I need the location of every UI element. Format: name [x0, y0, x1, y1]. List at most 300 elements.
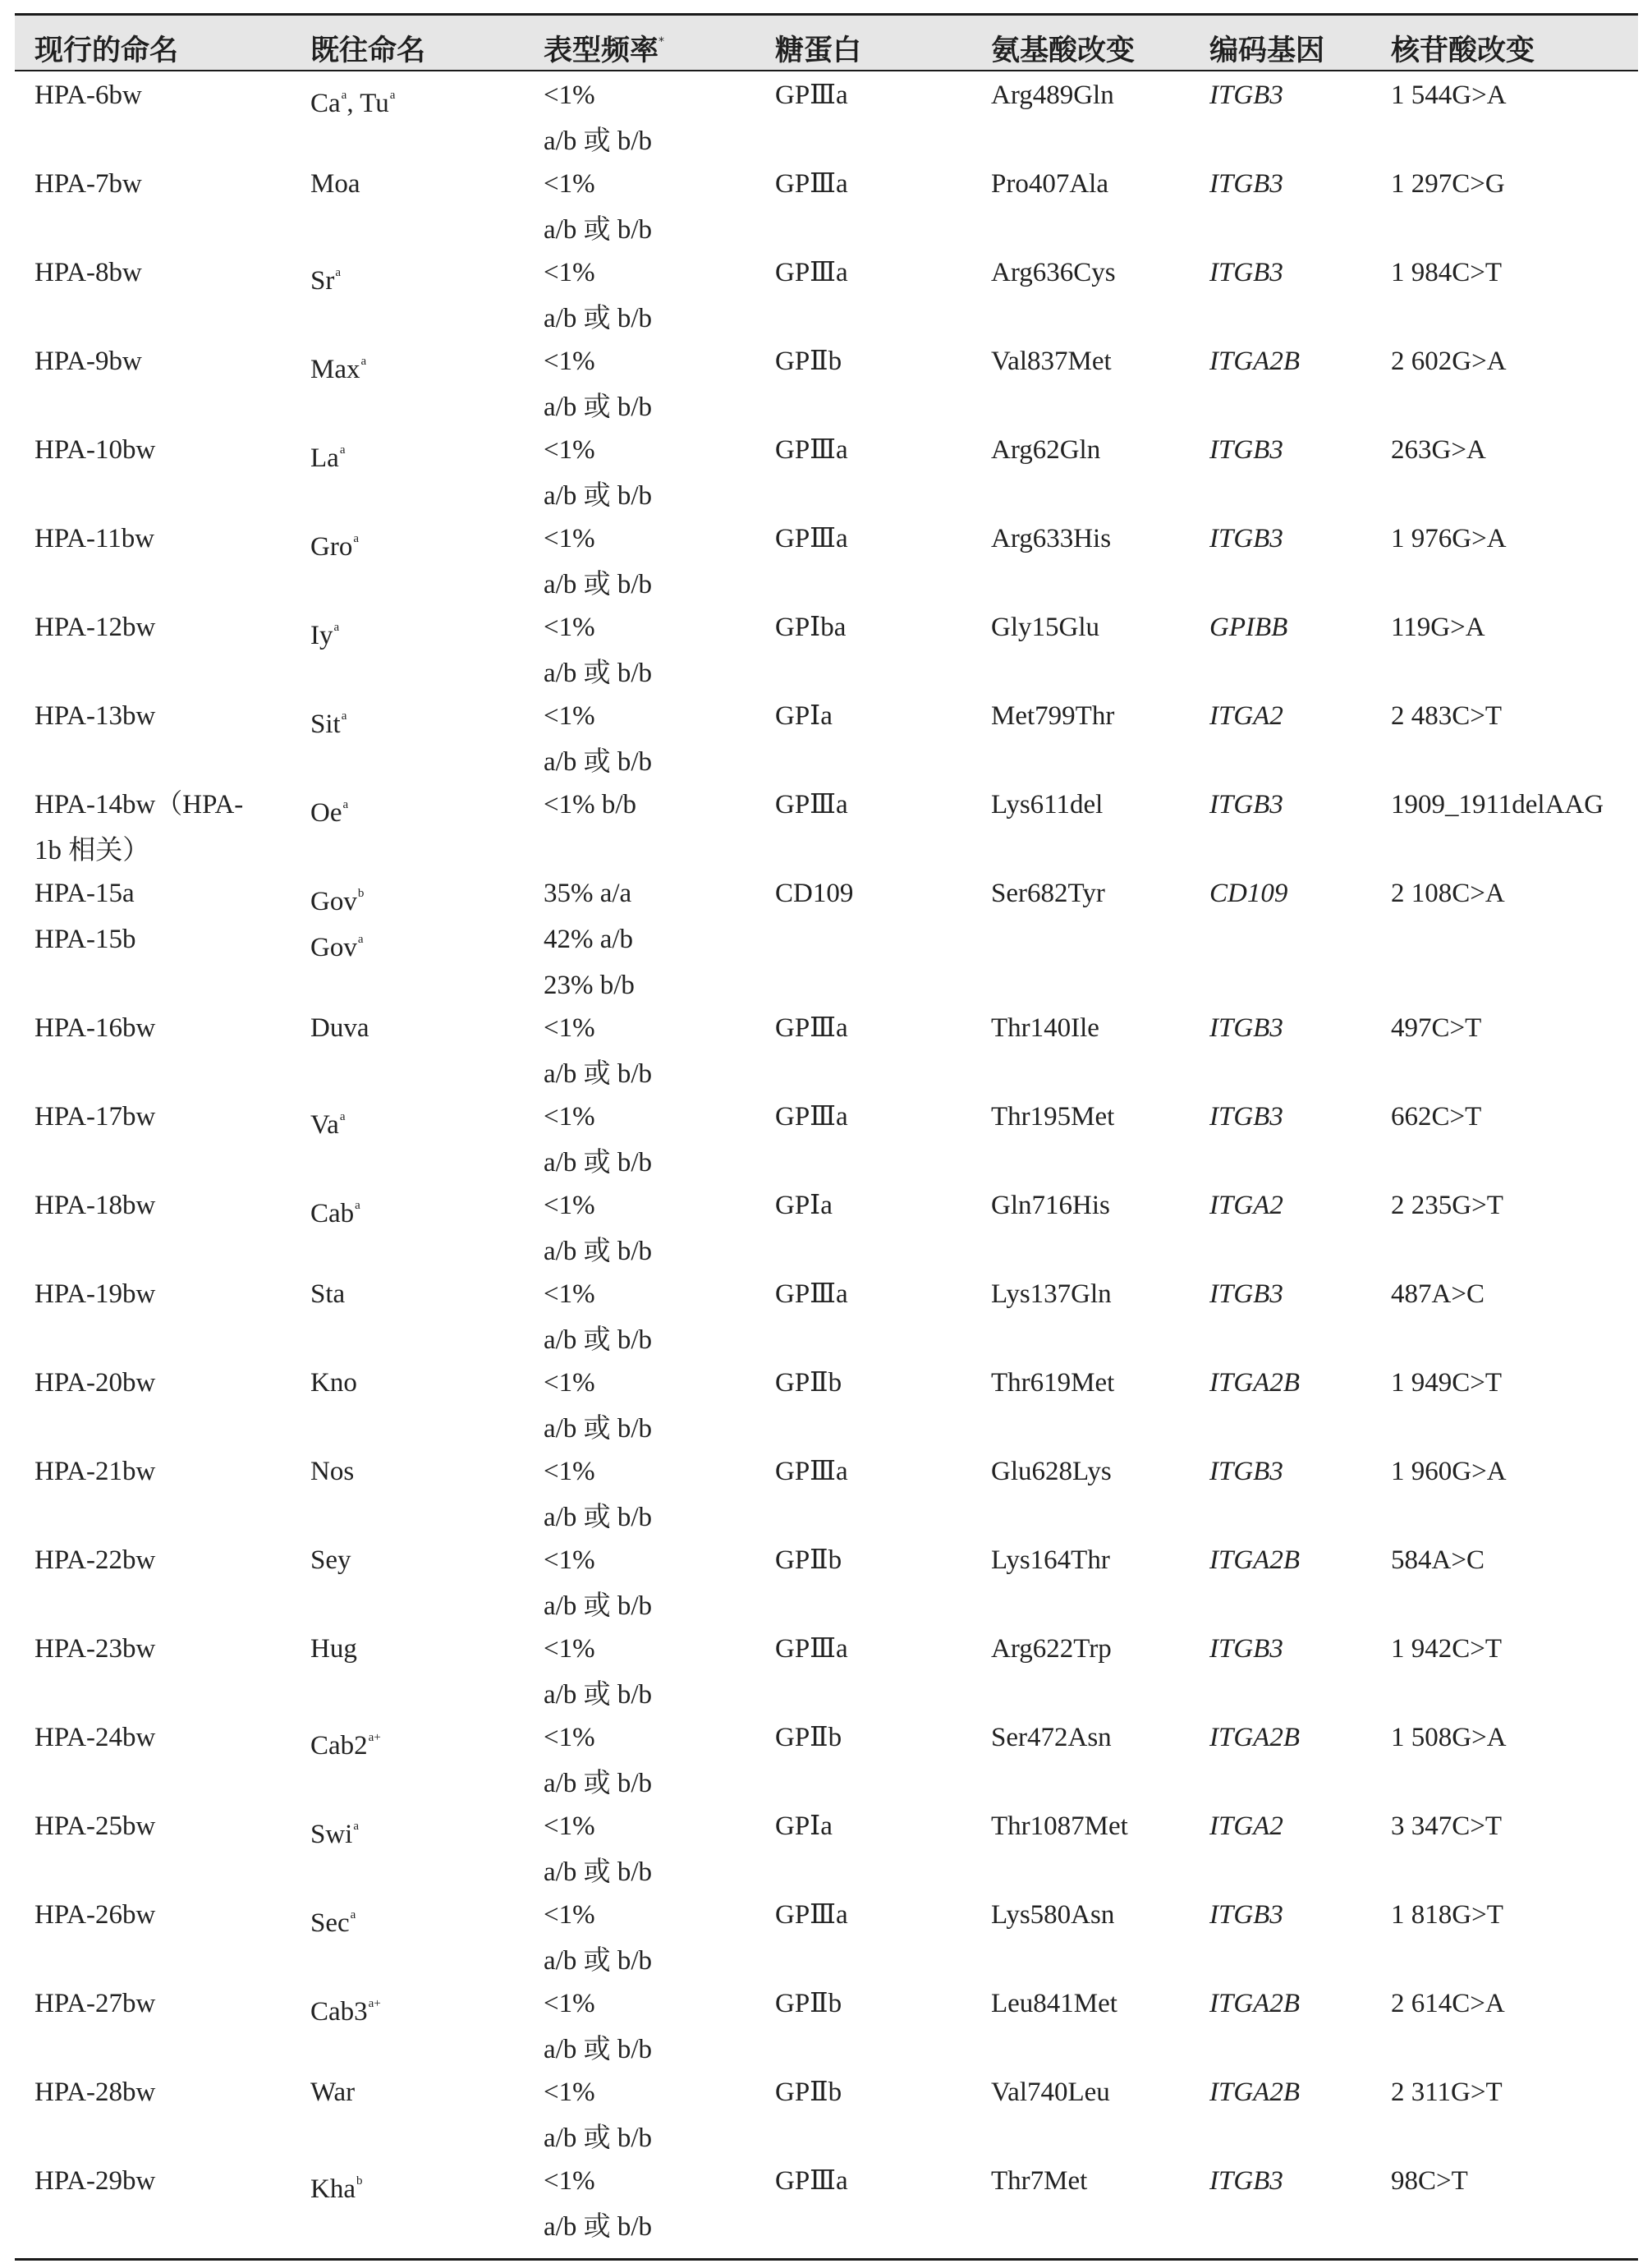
previous-name-text: Oe: [310, 798, 342, 828]
previous-name-cell-text: [310, 1182, 360, 1228]
nucleotide-cell-text: 1 960G>A: [1391, 1457, 1507, 1486]
previous-name-text: Ca: [310, 89, 341, 118]
frequency-cell-text: a/b 或 b/b: [544, 393, 652, 422]
previous-name-text: Duva: [310, 1013, 369, 1043]
previous-name-cell-text: [310, 1626, 357, 1672]
amino-acid-cell: [991, 1094, 1114, 1140]
current-name-cell: [34, 1626, 155, 1672]
previous-name-cell-text: [310, 1094, 346, 1140]
current-name-cell-text: HPA-7bw: [34, 169, 142, 199]
nucleotide-cell-text: 1 818G>T: [1391, 1900, 1503, 1930]
frequency-cell-text: a/b 或 b/b: [544, 1503, 652, 1532]
gene-cell: [1209, 2158, 1283, 2204]
previous-name-text: Swi: [310, 1820, 353, 1849]
frequency-cell-text: <1%: [544, 1811, 595, 1841]
glycoprotein-cell-text: GPⅡb: [775, 2077, 842, 2107]
header-amino-acid-change: 氨基酸改变: [991, 34, 1136, 67]
glycoprotein-cell: [775, 427, 848, 473]
previous-name-cell: [310, 782, 348, 828]
frequency-cell-text: 42% a/b: [544, 925, 634, 954]
gene-cell-text: ITGB3: [1209, 1457, 1283, 1486]
nucleotide-cell: [1391, 1537, 1485, 1583]
previous-name-text: Cab: [310, 1199, 355, 1228]
frequency-cell-text: a/b 或 b/b: [544, 1857, 652, 1887]
amino-acid-cell-text: Lys580Asn: [991, 1900, 1115, 1930]
current-name-cell-text: HPA-27bw: [34, 1989, 156, 2018]
gene-cell: [1209, 782, 1283, 828]
gene-cell: [1209, 516, 1283, 562]
nucleotide-cell: [1391, 1271, 1485, 1317]
previous-name-text: Gov: [310, 933, 357, 962]
glycoprotein-cell-text: GPⅡb: [775, 1723, 842, 1752]
previous-name-text: Iy: [310, 621, 333, 650]
glycoprotein-cell-text: GPⅠa: [775, 1811, 833, 1841]
current-name-cell: [34, 1537, 155, 1583]
header-footnote-mark: *: [659, 35, 665, 48]
amino-acid-cell: [991, 1892, 1114, 1938]
frequency-cell-text: <1%: [544, 2166, 595, 2196]
previous-name-cell: [310, 1537, 351, 1583]
frequency-cell: [544, 870, 631, 916]
frequency-cell-text: <1%: [544, 701, 595, 731]
previous-name-text: La: [310, 443, 339, 473]
glycoprotein-cell-text: GPⅡb: [775, 1989, 842, 2018]
gene-cell-text: ITGA2B: [1209, 1723, 1300, 1752]
current-name-cell-text: HPA-11bw: [34, 524, 155, 553]
previous-name-text: Sec: [310, 1908, 350, 1938]
frequency-cell-text: <1%: [544, 524, 595, 553]
glycoprotein-cell-text: GPⅡb: [775, 1545, 842, 1575]
previous-name-cell-text: [310, 604, 339, 650]
frequency-cell: [544, 1803, 652, 1895]
frequency-cell-text: <1%: [544, 258, 595, 287]
frequency-cell: [544, 1981, 652, 2073]
nucleotide-cell: [1391, 604, 1485, 650]
frequency-cell-text: a/b 或 b/b: [544, 2212, 652, 2242]
gene-cell: [1209, 1892, 1283, 1938]
previous-name-cell-text: [310, 2069, 355, 2115]
gene-cell-text: ITGB3: [1209, 1279, 1283, 1309]
nucleotide-cell: [1391, 1094, 1481, 1140]
previous-name-cell-text: [310, 1360, 357, 1406]
previous-name-text: Gov: [310, 887, 357, 916]
amino-acid-cell-text: Lys164Thr: [991, 1545, 1110, 1575]
table-bottom-rule: [15, 2258, 1638, 2261]
glycoprotein-cell-text: GPⅠa: [775, 701, 833, 731]
amino-acid-cell-text: Lys611del: [991, 790, 1104, 820]
current-name-cell-text: HPA-24bw: [34, 1723, 156, 1752]
previous-name-cell-text: [310, 1537, 351, 1583]
nucleotide-cell-text: 1 942C>T: [1391, 1634, 1503, 1664]
current-name-cell-text: HPA-20bw: [34, 1368, 156, 1398]
amino-acid-cell-text: Thr140Ile: [991, 1013, 1099, 1043]
current-name-cell: [34, 1271, 155, 1317]
gene-cell-text: ITGA2: [1209, 1811, 1283, 1841]
glycoprotein-cell-text: GPⅢa: [775, 1102, 848, 1132]
footnote-mark: a: [339, 1110, 346, 1123]
current-name-cell: [34, 1448, 155, 1494]
gene-cell-text: ITGB3: [1209, 258, 1283, 287]
nucleotide-cell-text: 2 108C>A: [1391, 879, 1505, 908]
amino-acid-cell-text: Arg62Gln: [991, 435, 1101, 465]
nucleotide-cell: [1391, 1005, 1481, 1051]
current-name-cell: [34, 1715, 155, 1761]
frequency-cell-text: a/b 或 b/b: [544, 1680, 652, 1710]
current-name-cell-text: HPA-25bw: [34, 1811, 156, 1841]
footnote-mark: a: [389, 89, 396, 102]
gene-cell-text: ITGA2B: [1209, 347, 1300, 376]
frequency-cell-text: <1%: [544, 1634, 595, 1664]
previous-name-cell: [310, 1182, 360, 1228]
amino-acid-cell: [991, 1981, 1117, 2027]
frequency-cell: [544, 250, 652, 342]
current-name-cell: [34, 1182, 155, 1228]
frequency-cell: [544, 516, 652, 608]
glycoprotein-cell: [775, 72, 848, 118]
glycoprotein-cell: [775, 1094, 848, 1140]
current-name-cell-text: HPA-13bw: [34, 701, 156, 731]
glycoprotein-cell: [775, 1360, 842, 1406]
previous-name-cell: [310, 1892, 356, 1938]
glycoprotein-cell: [775, 250, 848, 296]
frequency-cell-text: <1%: [544, 1723, 595, 1752]
glycoprotein-cell: [775, 161, 848, 207]
previous-name-cell: [310, 516, 359, 562]
current-name-cell-text: 1b 相关）: [34, 836, 150, 865]
amino-acid-cell: [991, 427, 1100, 473]
current-name-cell-text: HPA-29bw: [34, 2166, 156, 2196]
current-name-cell: [34, 1803, 155, 1849]
amino-acid-cell: [991, 1626, 1112, 1672]
nucleotide-cell-text: 1 976G>A: [1391, 524, 1507, 553]
gene-cell: [1209, 1715, 1300, 1761]
amino-acid-cell-text: Arg636Cys: [991, 258, 1116, 287]
previous-name-cell: [310, 604, 339, 650]
gene-cell: [1209, 1360, 1300, 1406]
frequency-cell-text: <1%: [544, 1368, 595, 1398]
previous-name-cell: [310, 916, 364, 962]
gene-cell-text: ITGB3: [1209, 1102, 1283, 1132]
frequency-cell-text: a/b 或 b/b: [544, 570, 652, 599]
nucleotide-cell: [1391, 1448, 1507, 1494]
previous-name-text: Moa: [310, 169, 360, 199]
gene-cell-text: ITGA2B: [1209, 2077, 1300, 2107]
frequency-cell: [544, 1537, 652, 1629]
amino-acid-cell-text: Thr619Met: [991, 1368, 1115, 1398]
current-name-cell-text: HPA-15a: [34, 879, 135, 908]
current-name-cell: [34, 916, 135, 962]
glycoprotein-cell-text: GPⅢa: [775, 80, 848, 110]
glycoprotein-cell: [775, 1715, 842, 1761]
frequency-cell-text: a/b 或 b/b: [544, 1769, 652, 1798]
nucleotide-cell: [1391, 161, 1505, 207]
footnote-mark: a: [355, 1199, 360, 1212]
previous-name-text: Sr: [310, 266, 335, 296]
nucleotide-cell: [1391, 693, 1502, 739]
nucleotide-cell: [1391, 2069, 1503, 2115]
nucleotide-cell-text: 1909_1911delAAG: [1391, 790, 1604, 820]
frequency-cell-text: <1%: [544, 613, 595, 642]
current-name-cell: [34, 870, 135, 916]
previous-name-cell-text: [310, 1803, 359, 1849]
current-name-cell-text: HPA-9bw: [34, 347, 142, 376]
frequency-cell: [544, 916, 635, 1008]
frequency-cell-text: <1%: [544, 1191, 595, 1220]
nucleotide-cell-text: 1 984C>T: [1391, 258, 1503, 287]
previous-name-cell-text: [310, 1448, 354, 1494]
previous-name-text: Sey: [310, 1545, 351, 1575]
glycoprotein-cell: [775, 870, 853, 916]
footnote-mark: a: [341, 89, 347, 102]
glycoprotein-cell-text: GPⅠa: [775, 1191, 833, 1220]
previous-name-cell: [310, 427, 345, 473]
table-header: [15, 16, 1638, 70]
current-name-cell: [34, 1360, 155, 1406]
frequency-cell-text: a/b 或 b/b: [544, 1237, 652, 1266]
frequency-cell: [544, 2158, 652, 2250]
amino-acid-cell-text: Gln716His: [991, 1191, 1110, 1220]
nucleotide-cell: [1391, 1626, 1502, 1672]
gene-cell-text: ITGB3: [1209, 80, 1283, 110]
amino-acid-cell-text: Pro407Ala: [991, 169, 1108, 199]
previous-name-cell: [310, 2158, 362, 2204]
gene-cell-text: GPIBB: [1209, 613, 1288, 642]
gene-cell-text: ITGB3: [1209, 1013, 1283, 1043]
current-name-cell: [34, 1005, 155, 1051]
footnote-mark: b: [357, 887, 365, 900]
gene-cell-text: ITGB3: [1209, 524, 1283, 553]
frequency-cell-text: <1%: [544, 1457, 595, 1486]
glycoprotein-cell-text: GPⅢa: [775, 1634, 848, 1664]
amino-acid-cell: [991, 1448, 1112, 1494]
gene-cell: [1209, 1626, 1283, 1672]
current-name-cell: [34, 250, 142, 296]
gene-cell-text: ITGB3: [1209, 169, 1283, 199]
previous-name-text: Kno: [310, 1368, 357, 1398]
nucleotide-cell-text: 2 614C>A: [1391, 1989, 1505, 2018]
frequency-cell: [544, 1271, 652, 1363]
current-name-cell-text: HPA-22bw: [34, 1545, 156, 1575]
table-header-rule: [15, 70, 1638, 71]
nucleotide-cell-text: 1 544G>A: [1391, 80, 1507, 110]
frequency-cell-text: a/b 或 b/b: [544, 1059, 652, 1089]
gene-cell-text: ITGB3: [1209, 790, 1283, 820]
previous-name-cell-text: [310, 516, 359, 562]
gene-cell: [1209, 1094, 1283, 1140]
previous-name-text: Max: [310, 355, 360, 384]
amino-acid-cell: [991, 1005, 1099, 1051]
nucleotide-cell: [1391, 250, 1502, 296]
glycoprotein-cell: [775, 1626, 848, 1672]
nucleotide-cell: [1391, 1360, 1502, 1406]
current-name-cell-text: HPA-14bw（HPA-: [34, 790, 244, 820]
gene-cell-text: ITGB3: [1209, 435, 1283, 465]
frequency-cell-text: <1%: [544, 347, 595, 376]
frequency-cell-text: <1%: [544, 435, 595, 465]
previous-name-cell: [310, 1005, 369, 1051]
previous-name-cell-text: [310, 2158, 362, 2204]
current-name-cell: [34, 1981, 155, 2027]
frequency-cell: [544, 2069, 652, 2161]
footnote-mark: a+: [368, 1731, 381, 1744]
gene-cell: [1209, 1448, 1283, 1494]
current-name-cell-text: HPA-12bw: [34, 613, 156, 642]
nucleotide-cell: [1391, 1981, 1505, 2027]
amino-acid-cell-text: Arg489Gln: [991, 80, 1114, 110]
previous-name-cell: [310, 1271, 345, 1317]
frequency-cell-text: a/b 或 b/b: [544, 481, 652, 511]
current-name-cell: [34, 338, 142, 384]
footnote-mark: a: [353, 532, 359, 545]
frequency-cell-text: <1%: [544, 80, 595, 110]
frequency-cell: [544, 161, 652, 253]
frequency-cell-text: a/b 或 b/b: [544, 1325, 652, 1355]
nucleotide-cell: [1391, 2158, 1468, 2204]
amino-acid-cell-text: Arg622Trp: [991, 1634, 1112, 1664]
nucleotide-cell: [1391, 427, 1486, 473]
current-name-cell: [34, 427, 155, 473]
current-name-cell-text: HPA-17bw: [34, 1102, 156, 1132]
previous-name-text: Cab2: [310, 1731, 368, 1761]
gene-cell: [1209, 72, 1283, 118]
frequency-cell-text: a/b 或 b/b: [544, 1148, 652, 1178]
gene-cell: [1209, 250, 1283, 296]
previous-name-text: Hug: [310, 1634, 357, 1664]
header-phenotype-frequency: 表型频率*: [544, 34, 665, 67]
nucleotide-cell-text: 2 483C>T: [1391, 701, 1503, 731]
frequency-cell: [544, 427, 652, 519]
nucleotide-cell-text: 3 347C>T: [1391, 1811, 1503, 1841]
amino-acid-cell: [991, 338, 1112, 384]
frequency-cell: [544, 1005, 652, 1097]
frequency-cell-text: a/b 或 b/b: [544, 126, 652, 156]
amino-acid-cell-text: Ser682Tyr: [991, 879, 1105, 908]
previous-name-cell: [310, 870, 364, 916]
gene-cell: [1209, 693, 1283, 739]
amino-acid-cell-text: Gly15Glu: [991, 613, 1099, 642]
header-coding-gene: 编码基因: [1209, 34, 1325, 67]
nucleotide-cell-text: 263G>A: [1391, 435, 1486, 465]
header-nucleotide-change: 核苷酸改变: [1391, 34, 1535, 67]
nucleotide-cell-text: 2 235G>T: [1391, 1191, 1503, 1220]
current-name-cell-text: HPA-28bw: [34, 2077, 156, 2107]
previous-name-text: War: [310, 2077, 356, 2107]
glycoprotein-cell-text: CD109: [775, 879, 854, 908]
frequency-cell-text: 35% a/a: [544, 879, 632, 908]
current-name-cell: [34, 604, 155, 650]
nucleotide-cell-text: 98C>T: [1391, 2166, 1468, 2196]
glycoprotein-cell-text: GPⅠba: [775, 613, 847, 642]
nucleotide-cell: [1391, 516, 1507, 562]
current-name-cell-text: HPA-10bw: [34, 435, 156, 465]
glycoprotein-cell: [775, 1892, 848, 1938]
glycoprotein-cell: [775, 604, 846, 650]
footnote-mark: a: [333, 621, 340, 634]
gene-cell-text: ITGA2B: [1209, 1545, 1300, 1575]
glycoprotein-cell-text: GPⅢa: [775, 790, 848, 820]
gene-cell-text: CD109: [1209, 879, 1288, 908]
previous-name-cell: [310, 161, 360, 207]
amino-acid-cell: [991, 1803, 1128, 1849]
nucleotide-cell-text: 1 949C>T: [1391, 1368, 1503, 1398]
amino-acid-cell-text: Met799Thr: [991, 701, 1115, 731]
previous-name-cell-text: [310, 1715, 381, 1761]
footnote-mark: a+: [368, 1997, 381, 2010]
glycoprotein-cell: [775, 1448, 848, 1494]
amino-acid-cell: [991, 250, 1116, 296]
amino-acid-cell-text: Lys137Gln: [991, 1279, 1112, 1309]
glycoprotein-cell-text: GPⅢa: [775, 258, 848, 287]
previous-name-cell: [310, 2069, 355, 2115]
frequency-cell-text: a/b 或 b/b: [544, 2035, 652, 2064]
frequency-cell-text: <1%: [544, 1102, 595, 1132]
previous-name-cell: [310, 1626, 357, 1672]
nucleotide-cell-text: 2 602G>A: [1391, 347, 1507, 376]
previous-name-cell-text: [310, 870, 364, 916]
previous-name-cell-text: [310, 693, 346, 739]
amino-acid-cell: [991, 2158, 1087, 2204]
glycoprotein-cell-text: GPⅢa: [775, 435, 848, 465]
amino-acid-cell: [991, 1360, 1114, 1406]
previous-name-cell: [310, 1094, 346, 1140]
footnote-mark: a: [341, 709, 347, 723]
amino-acid-cell-text: Val740Leu: [991, 2077, 1110, 2107]
previous-name-cell-text: [310, 782, 348, 828]
glycoprotein-cell: [775, 1803, 833, 1849]
glycoprotein-cell: [775, 516, 848, 562]
previous-name-cell: [310, 1715, 381, 1761]
gene-cell-text: ITGA2: [1209, 701, 1283, 731]
nucleotide-cell: [1391, 72, 1507, 118]
previous-name-cell: [310, 693, 346, 739]
amino-acid-cell: [991, 1715, 1112, 1761]
gene-cell: [1209, 1537, 1300, 1583]
previous-name-text: Nos: [310, 1457, 355, 1486]
glycoprotein-cell: [775, 1537, 842, 1583]
gene-cell: [1209, 604, 1287, 650]
frequency-cell: [544, 1182, 652, 1274]
previous-name-cell-text: [310, 1981, 381, 2027]
previous-name-cell: [310, 338, 366, 384]
previous-name-cell: [310, 1448, 354, 1494]
frequency-cell-text: a/b 或 b/b: [544, 2123, 652, 2153]
amino-acid-cell: [991, 72, 1114, 118]
footnote-mark: a: [357, 933, 364, 946]
footnote-mark: a: [335, 266, 342, 279]
frequency-cell-text: a/b 或 b/b: [544, 215, 652, 245]
previous-name-cell: [310, 72, 395, 118]
amino-acid-cell: [991, 693, 1114, 739]
nucleotide-cell: [1391, 338, 1507, 384]
current-name-cell: [34, 2069, 155, 2115]
frequency-cell-text: <1%: [544, 1279, 595, 1309]
frequency-cell-text: <1%: [544, 2077, 595, 2107]
current-name-cell: [34, 1892, 155, 1938]
frequency-cell-text: a/b 或 b/b: [544, 1946, 652, 1976]
nucleotide-cell-text: 1 508G>A: [1391, 1723, 1507, 1752]
amino-acid-cell-text: Val837Met: [991, 347, 1112, 376]
header-glycoprotein: 糖蛋白: [775, 34, 862, 67]
gene-cell-text: ITGA2B: [1209, 1989, 1300, 2018]
gene-cell: [1209, 870, 1287, 916]
amino-acid-cell: [991, 2069, 1110, 2115]
previous-name-text: Sit: [310, 709, 341, 739]
amino-acid-cell: [991, 516, 1111, 562]
amino-acid-cell: [991, 604, 1099, 650]
frequency-cell-text: 23% b/b: [544, 971, 635, 1000]
frequency-cell: [544, 1094, 652, 1186]
nucleotide-cell: [1391, 1803, 1502, 1849]
